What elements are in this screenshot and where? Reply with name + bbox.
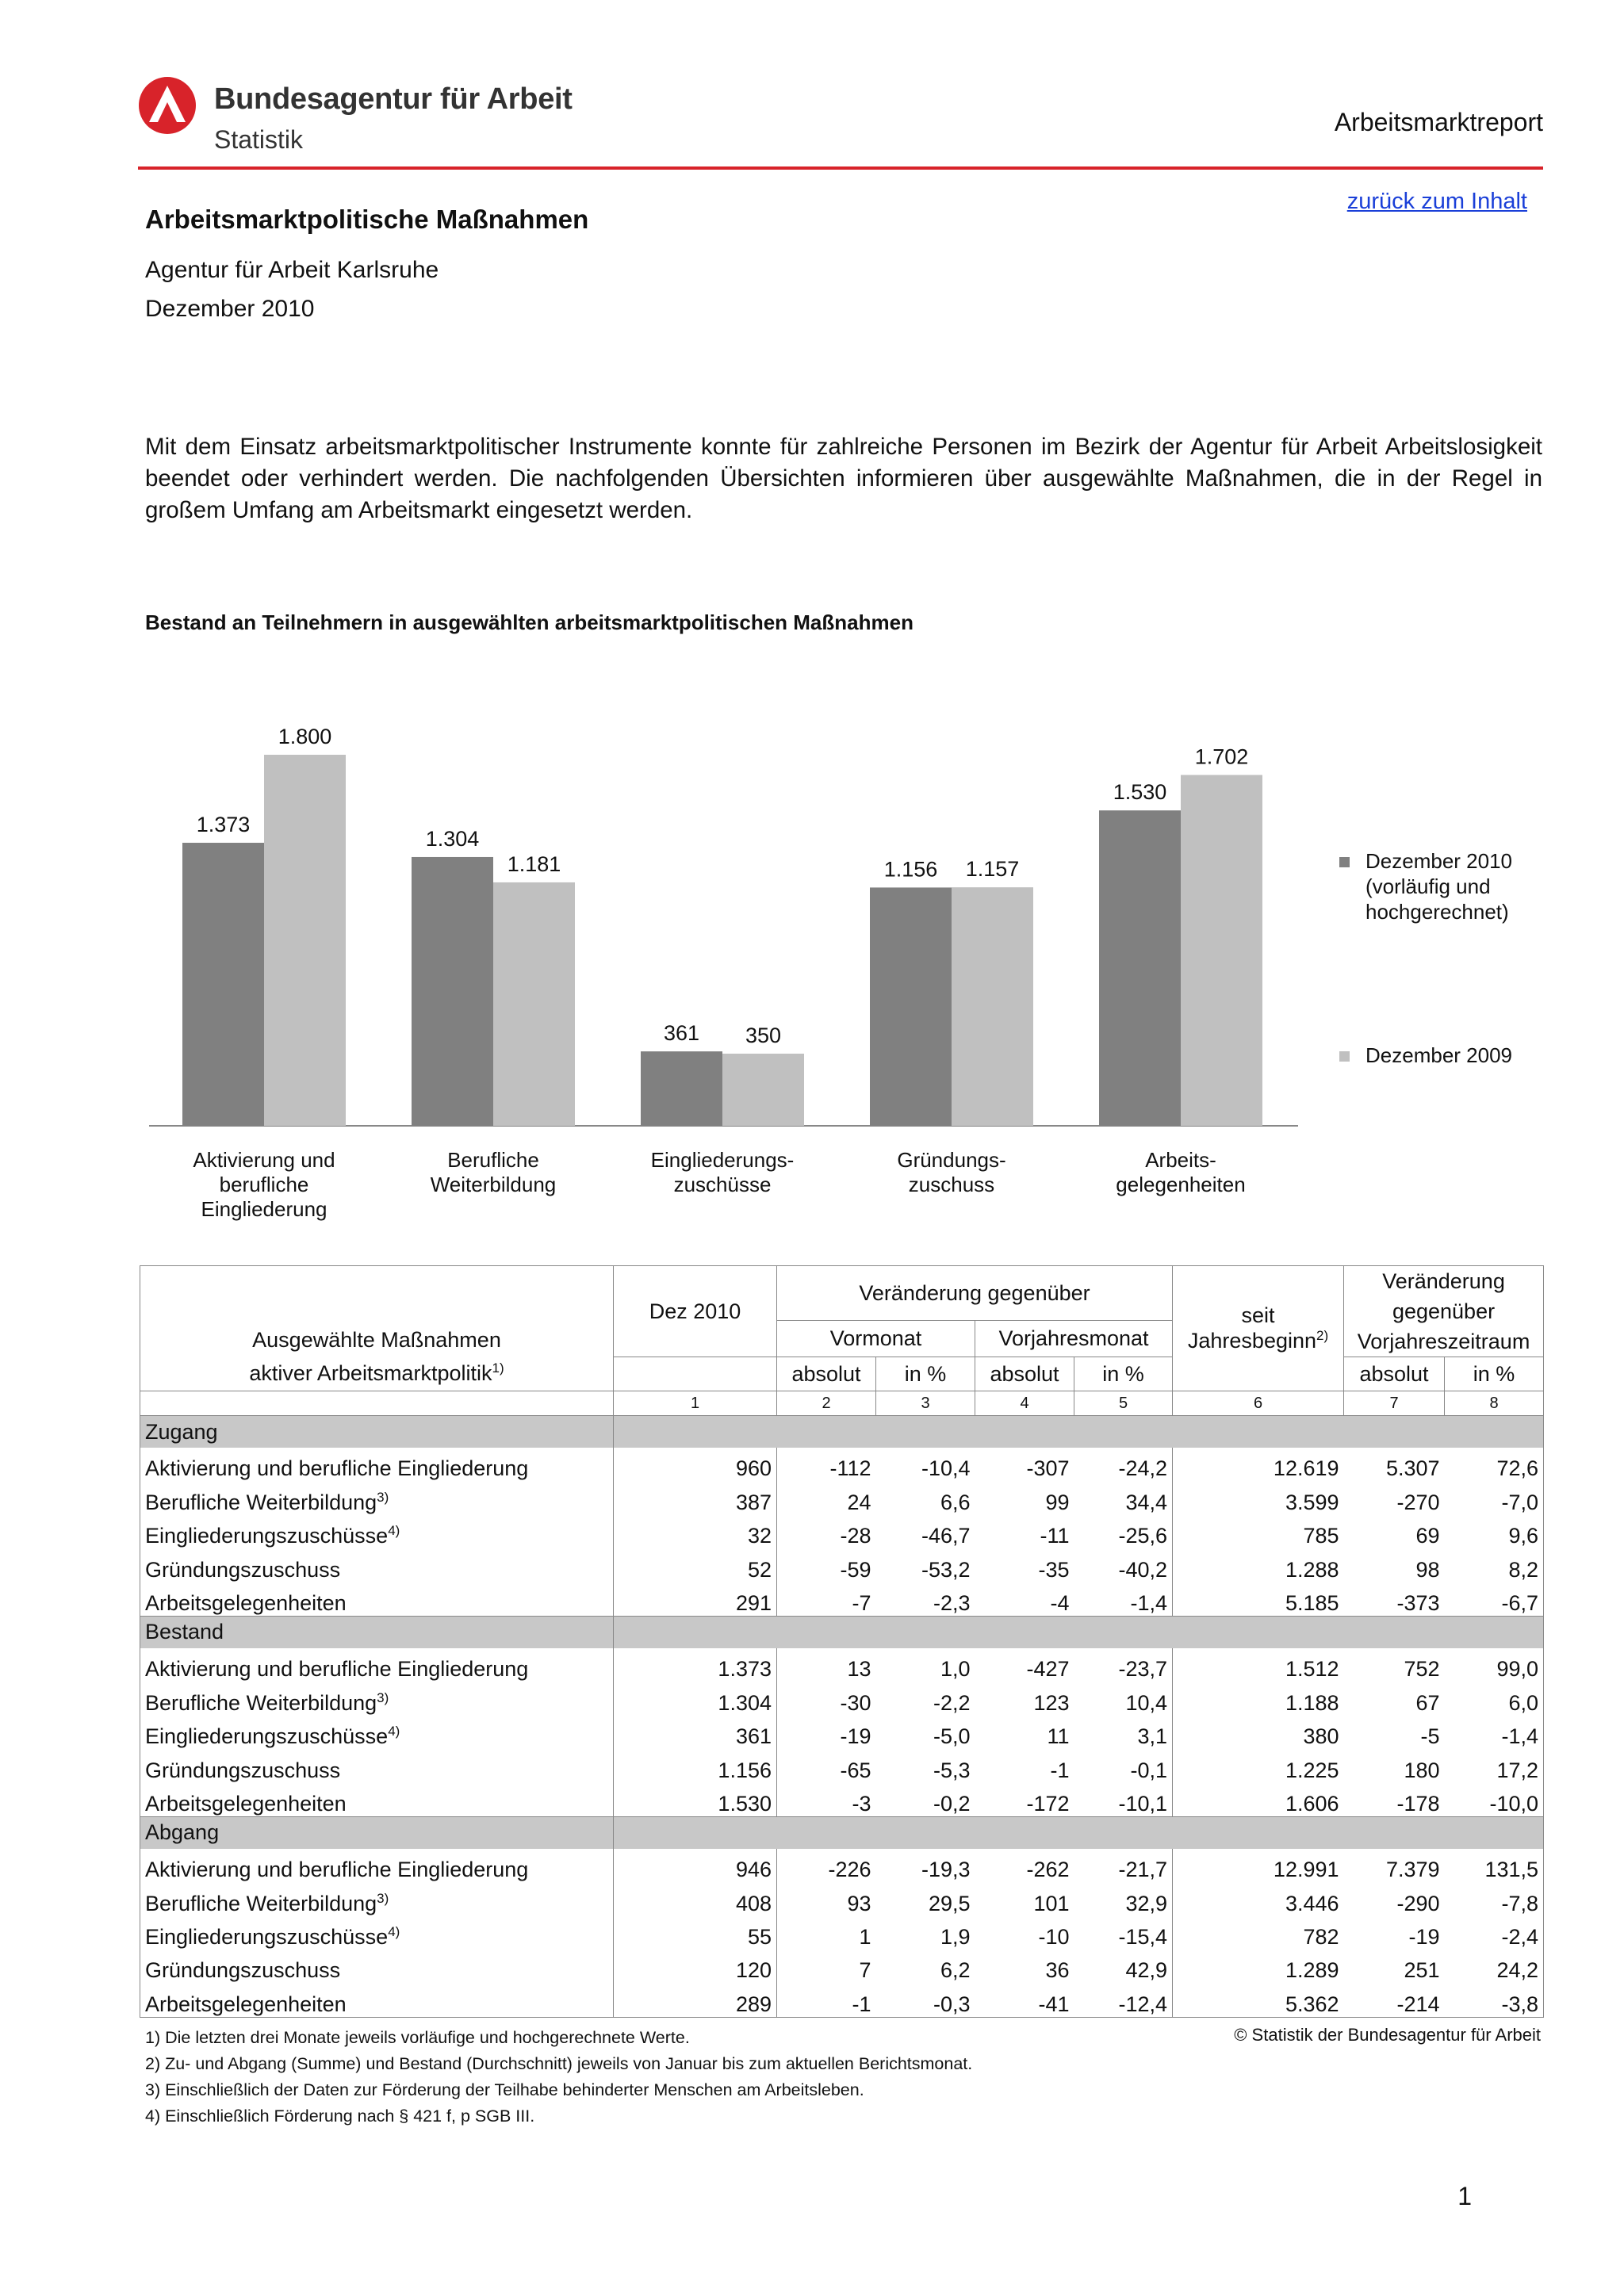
cell-col-5: 10,4 (1125, 1690, 1168, 1715)
footnotes (145, 2025, 972, 2130)
cell-col-6: 3.446 (1173, 1882, 1344, 1915)
cell-col-3: 1,0 (940, 1657, 971, 1682)
cell-col-2: 13 (777, 1648, 876, 1682)
legend-label: Dezember 2010 (1365, 849, 1512, 873)
bar-dez2010 (412, 857, 493, 1126)
row-label-text: Aktivierung und berufliche Eingliederung (145, 1657, 529, 1682)
cell-col-3: 1,9 (940, 1925, 971, 1950)
cell-col-6: 785 (1173, 1515, 1344, 1548)
cell-col-7: 7.379 (1385, 1858, 1440, 1882)
col-header-pct: in % (1074, 1357, 1173, 1391)
cell-col-3: 6,6 (940, 1490, 971, 1514)
table-body (140, 1416, 1544, 2018)
row-label (140, 1783, 614, 1817)
cell-col-1: 32 (614, 1515, 777, 1548)
cell-col-8: -7,0 (1445, 1481, 1544, 1514)
cell-col-8: -7,8 (1445, 1882, 1544, 1915)
cell-col-8: 72,6 (1445, 1448, 1544, 1481)
cell-col-4: 101 (1033, 1891, 1070, 1915)
cell-col-6: 5.185 (1173, 1582, 1344, 1617)
cell-col-5: -24,2 (1118, 1456, 1168, 1481)
cell-col-1: 946 (614, 1849, 777, 1882)
table-row (140, 1682, 1544, 1715)
cell-col-2: -1 (777, 1983, 876, 2017)
bar-dez2010 (1099, 810, 1181, 1126)
table-row (140, 1950, 1544, 1983)
cell-col-3: -5,3 (933, 1758, 971, 1782)
category-label: zuschuss (908, 1173, 995, 1196)
header-divider (138, 166, 1543, 170)
data-label: 350 (745, 1024, 782, 1047)
table-row (140, 1983, 1544, 2017)
footnote: 2) Zu- und Abgang (Summe) und Bestand (Durchschnitt) jeweils von Januar bis zum aktuellen Berichtsmonat. (145, 2054, 973, 2073)
cell-col-3: -2,3 (933, 1590, 971, 1615)
cell-col-4: 36 (1045, 1958, 1070, 1983)
cell-col-6: 1.225 (1173, 1749, 1344, 1782)
section-row (140, 1816, 1544, 1849)
section-fill (614, 1616, 1544, 1648)
row-label (140, 1950, 614, 1983)
section-row (140, 1416, 1544, 1448)
col-header-absolut: absolut (975, 1357, 1074, 1391)
cell-col-5: -12,4 (1074, 1983, 1173, 2017)
row-label (140, 1648, 614, 1682)
cell-col-4: -4 (1050, 1590, 1070, 1615)
col-header-change-period: Veränderung gegenüber Vorjahreszeitraum (1344, 1266, 1544, 1357)
cell-col-7: 180 (1404, 1758, 1440, 1782)
cell-col-7: 5.307 (1385, 1456, 1440, 1481)
cell-col-2: -112 (777, 1448, 876, 1481)
cell-col-6: 1.288 (1173, 1548, 1344, 1582)
measures-table (140, 1265, 1544, 2018)
cell-col-1: 120 (614, 1950, 777, 1983)
table-row (140, 1783, 1544, 1817)
cell-col-3: -19,3 (921, 1858, 971, 1882)
data-label: 1.157 (965, 857, 1020, 882)
cell-col-8: 6,0 (1445, 1682, 1544, 1715)
cell-col-4: -307 (1026, 1456, 1070, 1481)
agency-name: Agentur für Arbeit Karlsruhe (145, 257, 439, 283)
row-label-text: Berufliche Weiterbildung (145, 1490, 377, 1514)
cell-col-5: -23,7 (1118, 1657, 1168, 1682)
cell-col-8: -6,7 (1445, 1582, 1544, 1617)
page-number: 1 (1457, 2182, 1472, 2210)
row-label (140, 1849, 614, 1882)
footnote-ref: 3) (377, 1689, 389, 1705)
footnote-ref: 4) (388, 1724, 400, 1739)
cell-col-2: -7 (777, 1582, 876, 1617)
category-label: berufliche (219, 1173, 309, 1196)
row-label (140, 1448, 614, 1481)
bar-dez2009 (1181, 775, 1262, 1126)
col-number: 2 (777, 1391, 876, 1416)
row-label-text: Gründungszuschuss (145, 1758, 341, 1782)
cell-col-5: 32,9 (1125, 1891, 1168, 1915)
footnote-ref: 3) (377, 1489, 389, 1505)
row-label-text: Berufliche Weiterbildung (145, 1891, 377, 1915)
cell-col-2: -59 (777, 1548, 876, 1582)
legend-swatch (1339, 857, 1350, 867)
row-label-text: Eingliederungszuschüsse (145, 1524, 389, 1548)
back-to-contents-link[interactable]: zurück zum Inhalt (1346, 189, 1527, 214)
category-label: Gründungs- (897, 1148, 1006, 1172)
footnote: 4) Einschließlich Förderung nach § 421 f, p SGB III. (145, 2107, 535, 2126)
cell-col-3: -2,2 (933, 1690, 971, 1715)
cell-col-8: 131,5 (1445, 1849, 1544, 1882)
table-row (140, 1448, 1544, 1481)
cell-col-7: -178 (1396, 1791, 1440, 1816)
cell-col-2: 24 (777, 1481, 876, 1514)
cell-col-7: -290 (1396, 1891, 1440, 1915)
section-label: Zugang (140, 1416, 614, 1448)
section-row (140, 1616, 1544, 1648)
cell-col-1: 1.304 (614, 1682, 777, 1715)
category-label: Aktivierung und (193, 1148, 335, 1172)
table-row (140, 1548, 1544, 1582)
table-row (140, 1749, 1544, 1782)
col-number: 8 (1445, 1391, 1544, 1416)
table-row (140, 1481, 1544, 1514)
data-label: 1.181 (507, 851, 561, 876)
cell-col-6: 380 (1173, 1716, 1344, 1749)
cell-col-8: 8,2 (1445, 1548, 1544, 1582)
cell-col-7: -5 (1420, 1724, 1440, 1749)
cell-col-5: -21,7 (1118, 1858, 1168, 1882)
cell-col-2: 93 (777, 1882, 876, 1915)
cell-col-2: 1 (777, 1916, 876, 1950)
table-row (140, 1648, 1544, 1682)
legend-label: (vorläufig und (1365, 874, 1491, 898)
cell-col-7: -373 (1396, 1590, 1440, 1615)
bar-dez2009 (264, 755, 346, 1126)
cell-col-2: -28 (777, 1515, 876, 1548)
col-number: 4 (975, 1391, 1074, 1416)
cell-col-2: -19 (777, 1716, 876, 1749)
col-header-change: Veränderung gegenüber (777, 1266, 1173, 1321)
cell-col-7: 752 (1404, 1657, 1440, 1682)
legend-swatch (1339, 1051, 1350, 1062)
cell-col-8: -1,4 (1445, 1716, 1544, 1749)
col-header-prev-month: Vormonat (777, 1321, 975, 1357)
cell-col-7: 98 (1415, 1557, 1440, 1582)
cell-col-5: -0,1 (1130, 1758, 1168, 1782)
row-label (140, 1548, 614, 1582)
cell-col-4: -10 (1038, 1925, 1070, 1950)
row-label-text: Arbeitsgelegenheiten (145, 1791, 347, 1816)
section-label: Abgang (140, 1816, 614, 1849)
col-header-dez: Dez 2010 (614, 1266, 777, 1357)
category-label: zuschüsse (673, 1173, 772, 1196)
category-label: Eingliederung (201, 1197, 327, 1221)
table-row (140, 1515, 1544, 1548)
cell-col-8: -2,4 (1445, 1916, 1544, 1950)
cell-col-5: -1,4 (1130, 1590, 1168, 1615)
col-number: 5 (1074, 1391, 1173, 1416)
cell-col-7: -270 (1396, 1490, 1440, 1514)
cell-col-1: 960 (614, 1448, 777, 1481)
col-number: 6 (1173, 1391, 1344, 1416)
bar-dez2010 (182, 843, 264, 1126)
section-fill (614, 1416, 1544, 1448)
row-label (140, 1582, 614, 1617)
row-label-text: Eingliederungszuschüsse (145, 1724, 389, 1749)
cell-col-4: -172 (1026, 1791, 1070, 1816)
cell-col-1: 289 (614, 1983, 777, 2017)
cell-col-1: 1.373 (614, 1648, 777, 1682)
category-label: Weiterbildung (430, 1173, 557, 1196)
bar-dez2010 (641, 1051, 722, 1126)
col-number: 3 (876, 1391, 975, 1416)
cell-col-5: 42,9 (1125, 1958, 1168, 1983)
page-title: Arbeitsmarktpolitische Maßnahmen (145, 205, 589, 234)
cell-col-4: -427 (1026, 1657, 1070, 1682)
cell-col-2: -65 (777, 1749, 876, 1782)
row-label-text: Gründungszuschuss (145, 1557, 341, 1582)
cell-col-7: 251 (1404, 1958, 1440, 1983)
cell-col-8: -3,8 (1445, 1983, 1544, 2017)
category-label: gelegenheiten (1116, 1173, 1246, 1196)
cell-col-5: 3,1 (1137, 1724, 1168, 1749)
row-label-text: Aktivierung und berufliche Eingliederung (145, 1456, 529, 1481)
cell-col-3: -0,3 (876, 1983, 975, 2017)
cell-col-1: 387 (614, 1481, 777, 1514)
row-label (140, 1882, 614, 1915)
row-label (140, 1983, 614, 2017)
cell-col-3: 29,5 (928, 1891, 971, 1915)
intro-paragraph: Mit dem Einsatz arbeitsmarktpolitischer Instrumente konnte für zahlreiche Personen im Bezirk der Agentur für Arbeit Arbeitslosigkeit beendet oder verhindert werden. Die nachfolgenden Übersichten informieren über ausgewählte Maßnahmen, die in der Regel in großem Umfang am Arbeitsmarkt eingesetzt werden. (145, 434, 1542, 523)
row-label-text: Arbeitsgelegenheiten (145, 1590, 347, 1615)
row-label (140, 1916, 614, 1950)
col-header-absolut: absolut (1344, 1357, 1445, 1391)
data-label: 1.373 (196, 813, 251, 837)
cell-col-7: -214 (1344, 1983, 1445, 2017)
bar-dez2009 (952, 887, 1033, 1126)
cell-col-8: 9,6 (1445, 1515, 1544, 1548)
row-label (140, 1749, 614, 1782)
cell-col-5: -40,2 (1118, 1557, 1168, 1582)
row-label (140, 1515, 614, 1548)
cell-col-4: -1 (1050, 1758, 1070, 1782)
bar-chart (143, 698, 1554, 1237)
cell-col-2: -3 (777, 1783, 876, 1817)
data-label: 361 (663, 1021, 700, 1046)
footnote: 3) Einschließlich der Daten zur Förderung der Teilhabe behinderter Menschen am Arbeitsleben. (145, 2080, 864, 2099)
cell-col-8: 99,0 (1445, 1648, 1544, 1682)
cell-col-7: 67 (1415, 1690, 1440, 1715)
report-label: Arbeitsmarktreport (1334, 108, 1543, 136)
cell-col-3: -0,2 (933, 1791, 971, 1816)
data-label: 1.304 (425, 826, 480, 851)
col-number: 1 (614, 1391, 777, 1416)
cell-col-6: 12.991 (1173, 1849, 1344, 1882)
data-label: 1.530 (1113, 780, 1167, 805)
col-number: 7 (1344, 1391, 1445, 1416)
row-label (140, 1481, 614, 1514)
table-row (140, 1582, 1544, 1617)
cell-col-6: 1.606 (1173, 1783, 1344, 1817)
cell-col-3: -10,4 (921, 1456, 971, 1481)
col-number-empty (140, 1391, 614, 1416)
row-label-text: Aktivierung und berufliche Eingliederung (145, 1858, 529, 1882)
col-header-prev-year-month: Vorjahresmonat (975, 1321, 1173, 1357)
cell-col-1: 361 (614, 1716, 777, 1749)
cell-col-8: -10,0 (1445, 1783, 1544, 1817)
cell-col-8: 24,2 (1445, 1950, 1544, 1983)
cell-col-4: -35 (1038, 1557, 1070, 1582)
cell-col-7: -19 (1408, 1925, 1440, 1950)
row-label-text: Gründungszuschuss (145, 1958, 341, 1983)
bar-dez2009 (493, 882, 575, 1126)
cell-col-4: 99 (1045, 1490, 1070, 1514)
cell-col-6: 5.362 (1173, 1983, 1344, 2017)
cell-col-5: -10,1 (1118, 1791, 1168, 1816)
cell-col-3: -53,2 (921, 1557, 971, 1582)
ba-logo-icon (138, 76, 197, 135)
cell-col-6: 782 (1173, 1916, 1344, 1950)
legend-label: hochgerechnet) (1365, 900, 1509, 924)
cell-col-6: 1.188 (1173, 1682, 1344, 1715)
cell-col-6: 1.512 (1173, 1648, 1344, 1682)
row-label (140, 1682, 614, 1715)
footnote: 1) Die letzten drei Monate jeweils vorläufige und hochgerechnete Werte. (145, 2028, 690, 2047)
legend-label: Dezember 2009 (1365, 1043, 1512, 1067)
row-label-text: Eingliederungszuschüsse (145, 1925, 389, 1950)
org-subtitle: Statistik (214, 125, 304, 154)
cell-col-4: -11 (1040, 1524, 1070, 1548)
cell-col-1: 1.156 (614, 1749, 777, 1782)
cell-col-1: 1.530 (614, 1783, 777, 1817)
cell-col-4: -41 (975, 1983, 1074, 2017)
col-header-since: seit Jahresbeginn$^{2)}$ (1173, 1266, 1344, 1391)
cell-col-4: 123 (1033, 1690, 1070, 1715)
cell-col-5: -25,6 (1118, 1524, 1168, 1548)
copyright-notice: © Statistik der Bundesagentur für Arbeit (1234, 2025, 1541, 2045)
bar-dez2010 (870, 887, 952, 1126)
data-label: 1.702 (1194, 744, 1249, 769)
table-row (140, 1716, 1544, 1749)
table-row (140, 1882, 1544, 1915)
category-label: Eingliederungs- (650, 1148, 795, 1172)
row-label-text: Arbeitsgelegenheiten (145, 1992, 347, 2016)
cell-col-2: 7 (777, 1950, 876, 1983)
cell-col-4: -262 (1026, 1858, 1070, 1882)
report-period: Dezember 2010 (145, 296, 315, 322)
chart-title: Bestand an Teilnehmern in ausgewählten arbeitsmarktpolitischen Maßnahmen (145, 610, 914, 634)
col-header-measures: Ausgewählte Maßnahmen aktiver Arbeitsmarktpolitik$^{1)}$ (140, 1266, 614, 1391)
table-row (140, 1849, 1544, 1882)
footnote-ref: 3) (377, 1890, 389, 1906)
section-label: Bestand (140, 1616, 614, 1648)
category-label: Arbeits- (1145, 1148, 1216, 1172)
cell-col-6: 3.599 (1173, 1481, 1344, 1514)
category-label: Berufliche (447, 1148, 539, 1172)
footnote-ref: 4) (388, 1523, 400, 1539)
col-header-absolut: absolut (777, 1357, 876, 1391)
cell-col-1: 408 (614, 1882, 777, 1915)
data-label: 1.800 (278, 725, 332, 748)
cell-col-6: 1.289 (1173, 1950, 1344, 1983)
col-header-pct: in % (876, 1357, 975, 1391)
col-header-unit (614, 1357, 777, 1391)
cell-col-2: -30 (777, 1682, 876, 1715)
org-name: Bundesagentur für Arbeit (214, 82, 573, 116)
cell-col-2: -226 (777, 1849, 876, 1882)
data-label: 1.156 (883, 857, 938, 882)
cell-col-3: -46,7 (921, 1524, 971, 1548)
cell-col-5: 34,4 (1125, 1490, 1168, 1514)
cell-col-4: 11 (1047, 1724, 1070, 1749)
cell-col-3: -5,0 (933, 1724, 971, 1749)
cell-col-1: 291 (614, 1582, 777, 1617)
cell-col-1: 52 (614, 1548, 777, 1582)
row-label-text: Berufliche Weiterbildung (145, 1690, 377, 1715)
table-row (140, 1916, 1544, 1950)
col-header-pct: in % (1445, 1357, 1544, 1391)
row-label (140, 1716, 614, 1749)
cell-col-6: 12.619 (1173, 1448, 1344, 1481)
bar-dez2009 (722, 1054, 804, 1126)
cell-col-3: 6,2 (940, 1958, 971, 1983)
cell-col-7: 69 (1415, 1524, 1440, 1548)
section-fill (614, 1816, 1544, 1849)
footnote-ref: 4) (388, 1924, 400, 1940)
cell-col-1: 55 (614, 1916, 777, 1950)
cell-col-5: -15,4 (1118, 1925, 1168, 1950)
cell-col-8: 17,2 (1445, 1749, 1544, 1782)
